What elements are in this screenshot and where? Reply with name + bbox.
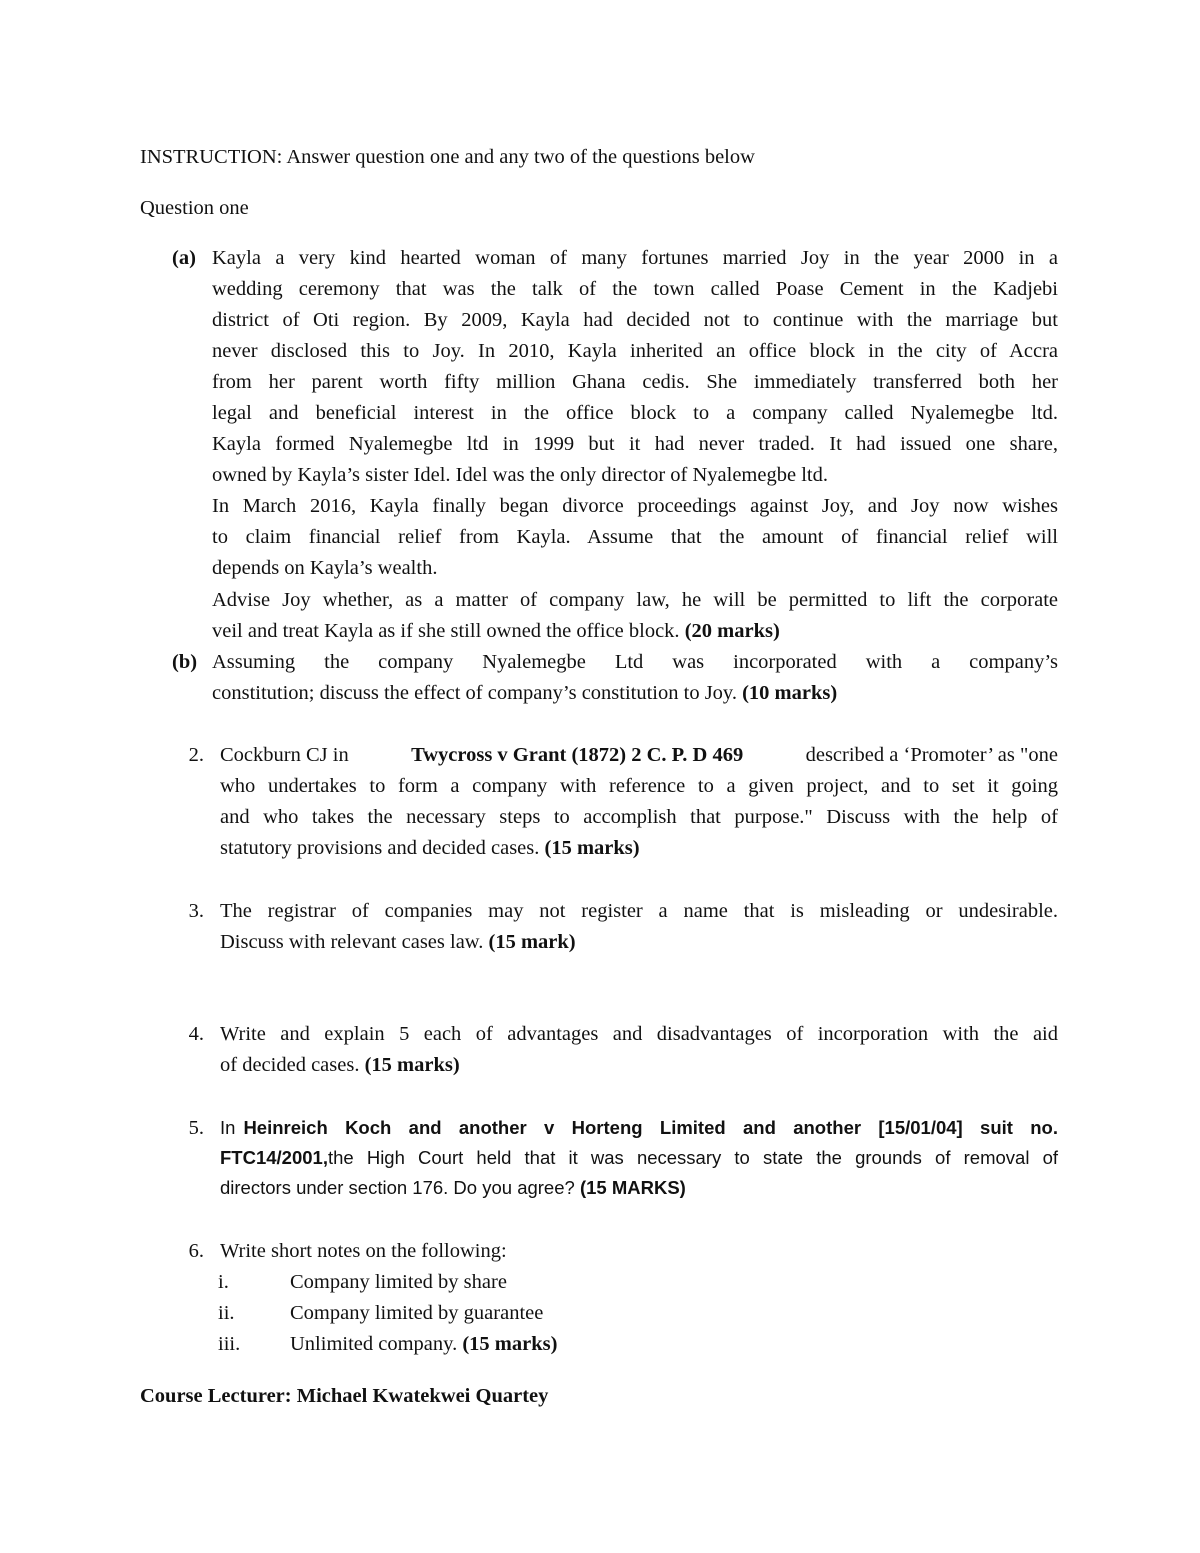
q5-prefix: In	[220, 1117, 236, 1138]
q5-line2	[220, 1143, 1058, 1173]
question-6-number: 6.	[188, 1240, 204, 1262]
q4-marks: (15 marks)	[364, 1054, 460, 1076]
q2-last-line	[220, 833, 640, 863]
course-lecturer: Course Lecturer: Michael Kwatekwei Quartey	[140, 1385, 549, 1407]
q2-line: statutory provisions and decided cases.	[220, 837, 540, 859]
question-1a-label: (a)	[172, 247, 196, 269]
q5-text: the High Court held that it was necessary to state the grounds of removal of	[327, 1147, 1058, 1168]
q6-item-numeral: iii.	[218, 1333, 241, 1355]
q6-item-text: Company limited by guarantee	[290, 1302, 544, 1324]
q5-case: Heinreich Koch and another v Horteng Limited and another [15/01/04] suit no.	[243, 1117, 1058, 1138]
q4-last-line	[220, 1050, 460, 1080]
q6-last-item	[290, 1329, 557, 1359]
q6-item-numeral: ii.	[218, 1302, 235, 1324]
q2-line: and who takes the necessary steps to accomplish that purpose." Discuss with the help of	[220, 806, 1058, 828]
q1b-line: Assuming the company Nyalemegbe Ltd was incorporated with a company’s	[212, 651, 1058, 673]
q1a-line: owned by Kayla’s sister Idel. Idel was the only director of Nyalemegbe ltd.	[212, 464, 828, 486]
q6-item-numeral: i.	[218, 1271, 229, 1293]
q1a-line: Kayla a very kind hearted woman of many fortunes married Joy in the year 2000 in a	[212, 247, 1058, 269]
q1a-line: depends on Kayla’s wealth.	[212, 557, 438, 579]
q2-case: Twycross v Grant (1872) 2 C. P. D 469	[411, 744, 744, 766]
q1a-line: Kayla formed Nyalemegbe ltd in 1999 but it had never traded. It had issued one share,	[212, 433, 1058, 455]
q1a-line: veil and treat Kayla as if she still owned the office block.	[212, 620, 680, 642]
q1b-line: constitution; discuss the effect of company’s constitution to Joy.	[212, 682, 737, 704]
q5-last-line	[220, 1173, 686, 1203]
question-1b-label: (b)	[172, 651, 198, 673]
q4-line: of decided cases.	[220, 1054, 360, 1076]
q4-line: Write and explain 5 each of advantages and disadvantages of incorporation with the aid	[220, 1023, 1058, 1045]
q6-marks: (15 marks)	[462, 1333, 558, 1355]
q1b-last-line	[212, 678, 837, 708]
q1a-line: never disclosed this to Joy. In 2010, Kayla inherited an office block in the city of Accra	[212, 340, 1058, 362]
q1a-line: Advise Joy whether, as a matter of company law, he will be permitted to lift the corporate	[212, 589, 1058, 611]
q6-intro: Write short notes on the following:	[220, 1240, 507, 1262]
q5-case-number: FTC14/2001,	[220, 1147, 328, 1168]
q1a-line: to claim financial relief from Kayla. Assume that the amount of financial relief will	[212, 526, 1058, 548]
q1a-last-line	[212, 616, 780, 646]
q6-item-text: Company limited by share	[290, 1271, 507, 1293]
q1a-line: In March 2016, Kayla finally began divorce proceedings against Joy, and Joy now wishes	[212, 495, 1058, 517]
question-one-heading: Question one	[140, 197, 249, 219]
q2-marks: (15 marks)	[544, 837, 640, 859]
q1b-marks: (10 marks)	[742, 682, 838, 704]
q1a-line: from her parent worth fifty million Ghana cedis. She immediately transferred both her	[212, 371, 1058, 393]
q2-suffix: described a ‘Promoter’ as "one	[805, 744, 1058, 766]
question-3-number: 3.	[188, 900, 204, 922]
question-5-number: 5.	[188, 1117, 204, 1139]
question-2-number: 2.	[188, 744, 204, 766]
q5-line1	[220, 1113, 1058, 1143]
q3-marks: (15 mark)	[488, 931, 576, 953]
q1a-line: legal and beneficial interest in the office block to a company called Nyalemegbe ltd.	[212, 402, 1058, 424]
question-4-number: 4.	[188, 1023, 204, 1045]
q2-prefix: Cockburn CJ in	[220, 744, 349, 766]
q3-line: The registrar of companies may not register a name that is misleading or undesirable.	[220, 900, 1058, 922]
q5-marks: (15 MARKS)	[579, 1177, 686, 1198]
q2-line1	[220, 740, 1058, 770]
instruction: INSTRUCTION: Answer question one and any two of the questions below	[140, 146, 755, 168]
q1a-line: district of Oti region. By 2009, Kayla had decided not to continue with the marriage but	[212, 309, 1058, 331]
q5-line: directors under section 176. Do you agree?	[220, 1177, 575, 1198]
q1a-marks: (20 marks)	[684, 620, 780, 642]
q1a-line: wedding ceremony that was the talk of the town called Poase Cement in the Kadjebi	[212, 278, 1058, 300]
q3-line: Discuss with relevant cases law.	[220, 931, 484, 953]
q2-line: who undertakes to form a company with reference to a given project, and to set it going	[220, 775, 1058, 797]
q3-last-line	[220, 927, 576, 957]
q6-item-text: Unlimited company.	[290, 1333, 458, 1355]
